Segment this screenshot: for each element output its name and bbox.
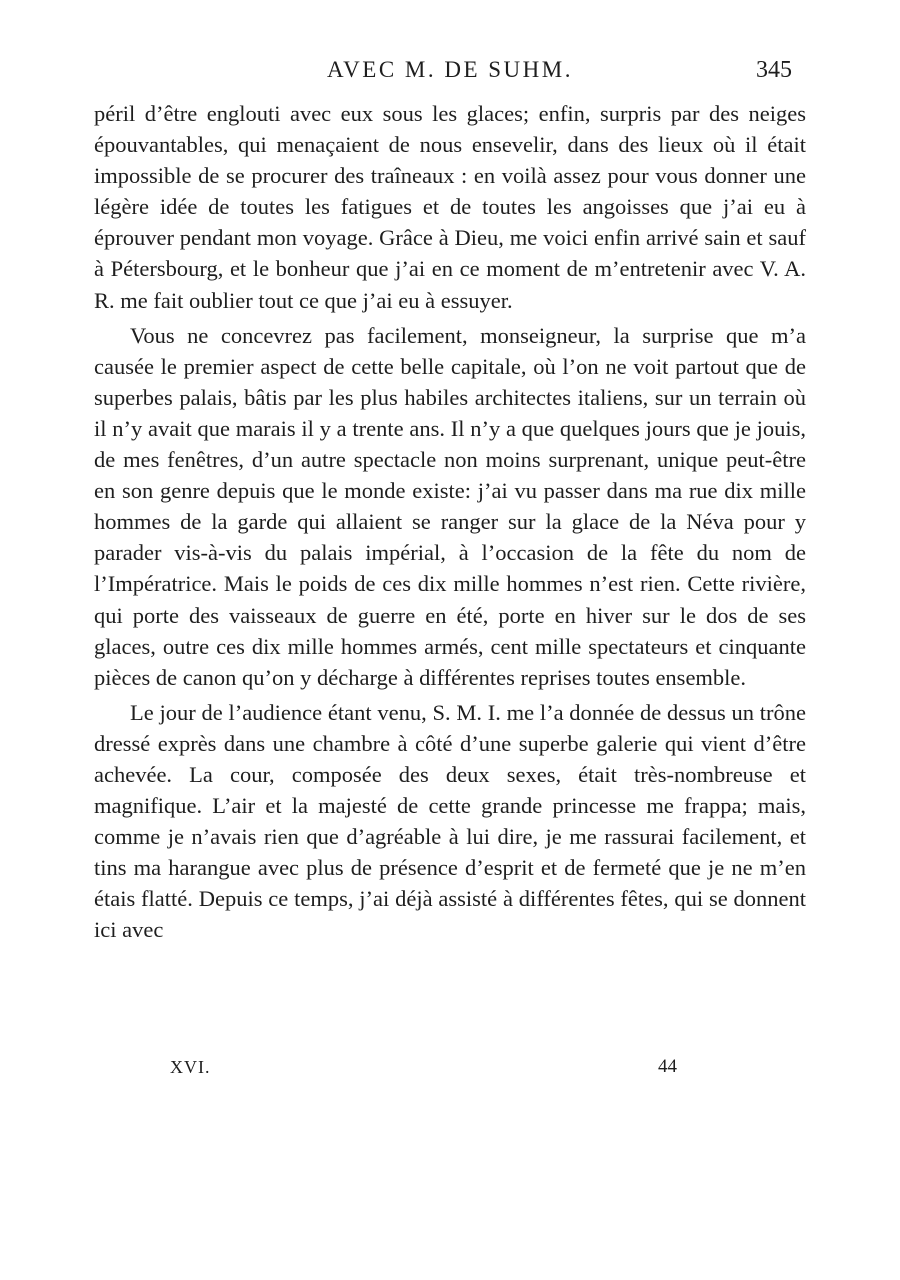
paragraph-continued: péril d’être englouti avec eux sous les glaces; enfin, surpris par des neiges épouvantables, qui menaçaient de nous ensevelir, dans des lieux où il était impossible de se procurer des traîneaux : en voilà assez pour vous donner une légère idée de toutes les fatigues et de toutes les angoisses que j’ai eu à éprouver pendant mon voyage. Grâce à Dieu, me voici enfin arrivé sain et sauf à Pétersbourg, et le bonheur que j’ai en ce moment de m’entretenir avec V. A. R. me fait oublier tout ce que j’ai eu à essuyer. — [94, 101, 806, 313]
signature-mark: XVI. — [170, 1057, 211, 1077]
page-number: 345 — [756, 57, 792, 83]
sheet-number: 44 — [658, 1056, 677, 1077]
running-title: AVEC M. DE SUHM. — [327, 57, 573, 82]
paragraph-audience: Le jour de l’audience étant venu, S. M. I. me l’a donnée de dessus un trône dressé exprès dans une chambre à côté d’une superbe galerie qui vient d’être achevée. La cour, composée des deux sexes, était très-nombreuse et magnifique. L’air et la majesté de cette grande princesse me frappa; mais, comme je n’avais rien que d’agréable à lui dire, je me rassurai facilement, et tins ma harangue avec plus de présence d’esprit et de fermeté que je ne m’en étais flatté. Depuis ce temps, j’ai déjà assisté à différentes fêtes, qui se donnent ici avec — [94, 699, 806, 943]
body-text — [94, 98, 806, 950]
page-footer — [94, 1052, 806, 1082]
running-head — [94, 52, 806, 88]
paragraph-petersbourg: Vous ne concevrez pas facilement, monseigneur, la surprise que m’a causée le premier aspect de cette belle capitale, où l’on ne voit partout que de superbes palais, bâtis par les plus habiles architectes italiens, sur un terrain où il n’y avait que marais il y a trente ans. Il n’y a que quelques jours que je jouis, de mes fenêtres, d’un autre spectacle non moins surprenant, unique peut-être en son genre depuis que le monde existe: j’ai vu passer dans ma rue dix mille hommes de la garde qui allaient se ranger sur la glace de la Néva pour y parader vis-à-vis du palais impérial, à l’occasion de la fête du nom de l’Impératrice. Mais le poids de ces dix mille hommes n’est rien. Cette rivière, qui porte des vaisseaux de guerre en été, porte en hiver sur le dos de ses glaces, outre ces dix mille hommes armés, cent mille spectateurs et cinquante pièces de canon qu’on y décharge à différentes reprises toutes ensemble. — [94, 322, 806, 690]
